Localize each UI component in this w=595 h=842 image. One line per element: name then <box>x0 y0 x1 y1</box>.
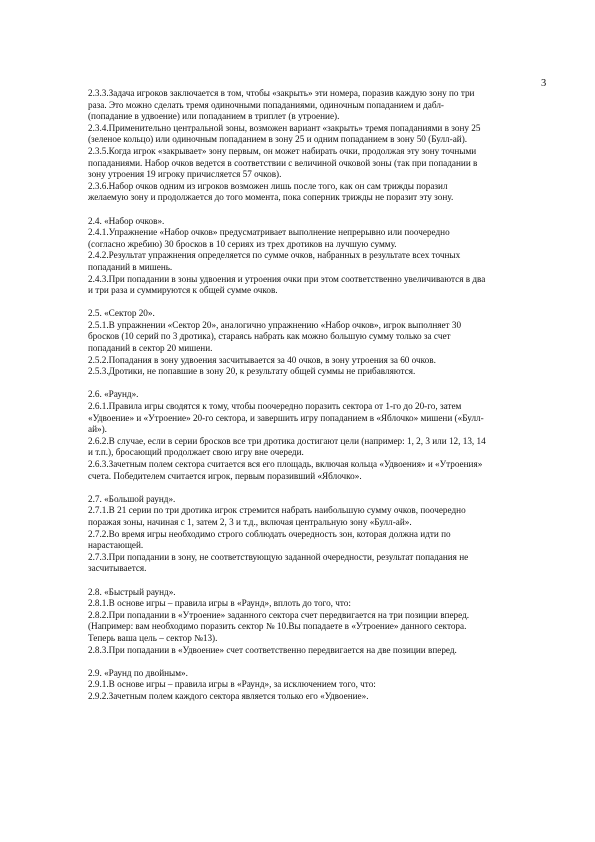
paragraph-line: раза. Это можно сделать тремя одиночными попаданиями, одиночным попаданием и дабл- <box>88 99 444 110</box>
section <box>88 587 558 657</box>
paragraph-line: бросков (10 серий по 3 дротика), стараясь набрать как можно большую сумму только за счет <box>88 331 451 342</box>
paragraph-line: 2.5.3.Дротики, не попавшие в зону 20, к результату общей суммы не прибавляются. <box>88 366 416 377</box>
section-heading: 2.5. «Сектор 20». <box>88 308 155 319</box>
section <box>88 494 558 575</box>
paragraph-line: (Например: вам необходимо поразить сектор № 10.Вы попадаете в «Утроение» данного сектора. <box>88 621 467 632</box>
paragraph-line: 2.8.1.В основе игры – правила игры в «Раунд», вплоть до того, что: <box>88 598 351 609</box>
paragraph-line: 2.4.2.Результат упражнения определяется по сумме очков, набранных в результате всех точных <box>88 250 461 261</box>
section <box>88 216 558 297</box>
paragraph-line: 2.8.2.При попадании в «Утроение» заданного сектора счет передвигается на три позиции вперед. <box>88 609 470 620</box>
paragraph-line: поражая зоны, начиная с 1, затем 2, 3 и т.д., включая центральную зону «Булл-ай». <box>88 516 412 527</box>
paragraph-line: и т.п.), бросающий продолжает свою игру вне очереди. <box>88 447 304 458</box>
paragraph-line: 2.5.2.Попадания в зону удвоения засчитывается за 40 очков, в зону утроения за 60 очков. <box>88 354 436 365</box>
paragraph-line: 2.3.4.Применительно центральной зоны, возможен вариант «закрыть» тремя попаданиями в зону 25 <box>88 122 481 133</box>
section <box>88 308 558 378</box>
section-heading: 2.7. «Большой раунд». <box>88 493 176 504</box>
paragraph-line: Теперь ваша цель – сектор №13). <box>88 632 218 643</box>
paragraph-line: попаданий в мишень. <box>88 261 173 272</box>
section <box>88 668 558 703</box>
section-heading: 2.8. «Быстрый раунд». <box>88 586 176 597</box>
paragraph-line: зону утроения 19 игроку причисляется 57 очков). <box>88 169 282 180</box>
paragraph-line: 2.6.2.В случае, если в серии бросков все три дротика достигают цели (например: 1, 2, 3 или 12, 13, 14 <box>88 435 486 446</box>
paragraph-line: (попадание в удвоение) или попаданием в триплет (в утроение). <box>88 111 340 122</box>
paragraph-line: 2.4.1.Упражнение «Набор очков» предусматривает выполнение непрерывно или поочередно <box>88 227 450 238</box>
paragraph-line: попаданий в сектор 20 мишени. <box>88 343 213 354</box>
paragraph-line: 2.7.2.Во время игры необходимо строго соблюдать очередность зон, которая должна идти по <box>88 528 451 539</box>
paragraph-line: ай»). <box>88 424 107 435</box>
paragraph-line: (зеленое кольцо) или одиночным попаданием в зону 25 и одним попаданием в зону 50 (Булл-ай). <box>88 134 468 145</box>
paragraph-line: нарастающей. <box>88 540 144 551</box>
document-body <box>88 88 558 714</box>
section-heading: 2.9. «Раунд по двойным». <box>88 667 188 678</box>
section <box>88 88 558 204</box>
paragraph-line: попаданиями. Набор очков ведется в соответствии с величиной очковой зоны (так при попадании в <box>88 157 478 168</box>
page-number: 3 <box>541 78 547 89</box>
paragraph-line: 2.4.3.При попадании в зоны удвоения и утроения очки при этом соответственно увеличиваются в два <box>88 273 486 284</box>
paragraph-line: 2.7.3.При попадании в зону, не соответствующую заданной очередности, результат попадания не <box>88 551 469 562</box>
paragraph-line: засчитывается. <box>88 563 147 574</box>
paragraph-line: 2.3.3.Задача игроков заключается в том, чтобы «закрыть» эти номера, поразив каждую зону по три <box>88 88 475 98</box>
paragraph-line: 2.9.1.В основе игры – правила игры в «Раунд», за исключением того, что: <box>88 679 376 690</box>
section <box>88 389 558 482</box>
paragraph-line: 2.9.2.Зачетным полем каждого сектора является только его «Удвоение». <box>88 690 369 701</box>
paragraph-line: 2.3.6.Набор очков одним из игроков возможен лишь после того, как он сам трижды поразил <box>88 180 448 191</box>
paragraph-line: 2.6.3.Зачетным полем сектора считается вся его площадь, включая кольца «Удвоения» и «Утроения» <box>88 459 483 469</box>
paragraph-line: 2.8.3.При попадании в «Удвоение» счет соответственно передвигается на две позиции вперед. <box>88 644 457 655</box>
section-heading: 2.6. «Раунд». <box>88 389 139 400</box>
section-heading: 2.4. «Набор очков». <box>88 215 165 226</box>
paragraph-line: (согласно жребию) 30 бросков в 10 сериях из трех дротиков на лучшую сумму. <box>88 238 397 249</box>
paragraph-line: «Удвоение» и «Утроение» 20-го сектора, и завершить игру попаданием в «Яблочко» мишени («Булл- <box>88 412 484 423</box>
paragraph-line: 2.5.1.В упражнении «Сектор 20», аналогично упражнению «Набор очков», игрок выполняет 30 <box>88 319 462 330</box>
paragraph-line: желаемую зону и продолжается до того момента, пока соперник трижды не поразит эту зону. <box>88 192 454 203</box>
paragraph-line: 2.7.1.В 21 серии по три дротика игрок стремится набрать наибольшую сумму очков, поочередно <box>88 505 466 516</box>
paragraph-line: 2.3.5.Когда игрок «закрывает» зону первым, он может набирать очки, продолжая эту зону точными <box>88 145 477 156</box>
paragraph-line: 2.6.1.Правила игры сводятся к тому, чтобы поочередно поразить сектора от 1-го до 20-го, затем <box>88 401 462 412</box>
paragraph-line: счета. Победителем считается игрок, первым поразивший «Яблочко». <box>88 470 362 481</box>
paragraph-line: и три раза и суммируются к общей сумме очков. <box>88 285 278 296</box>
